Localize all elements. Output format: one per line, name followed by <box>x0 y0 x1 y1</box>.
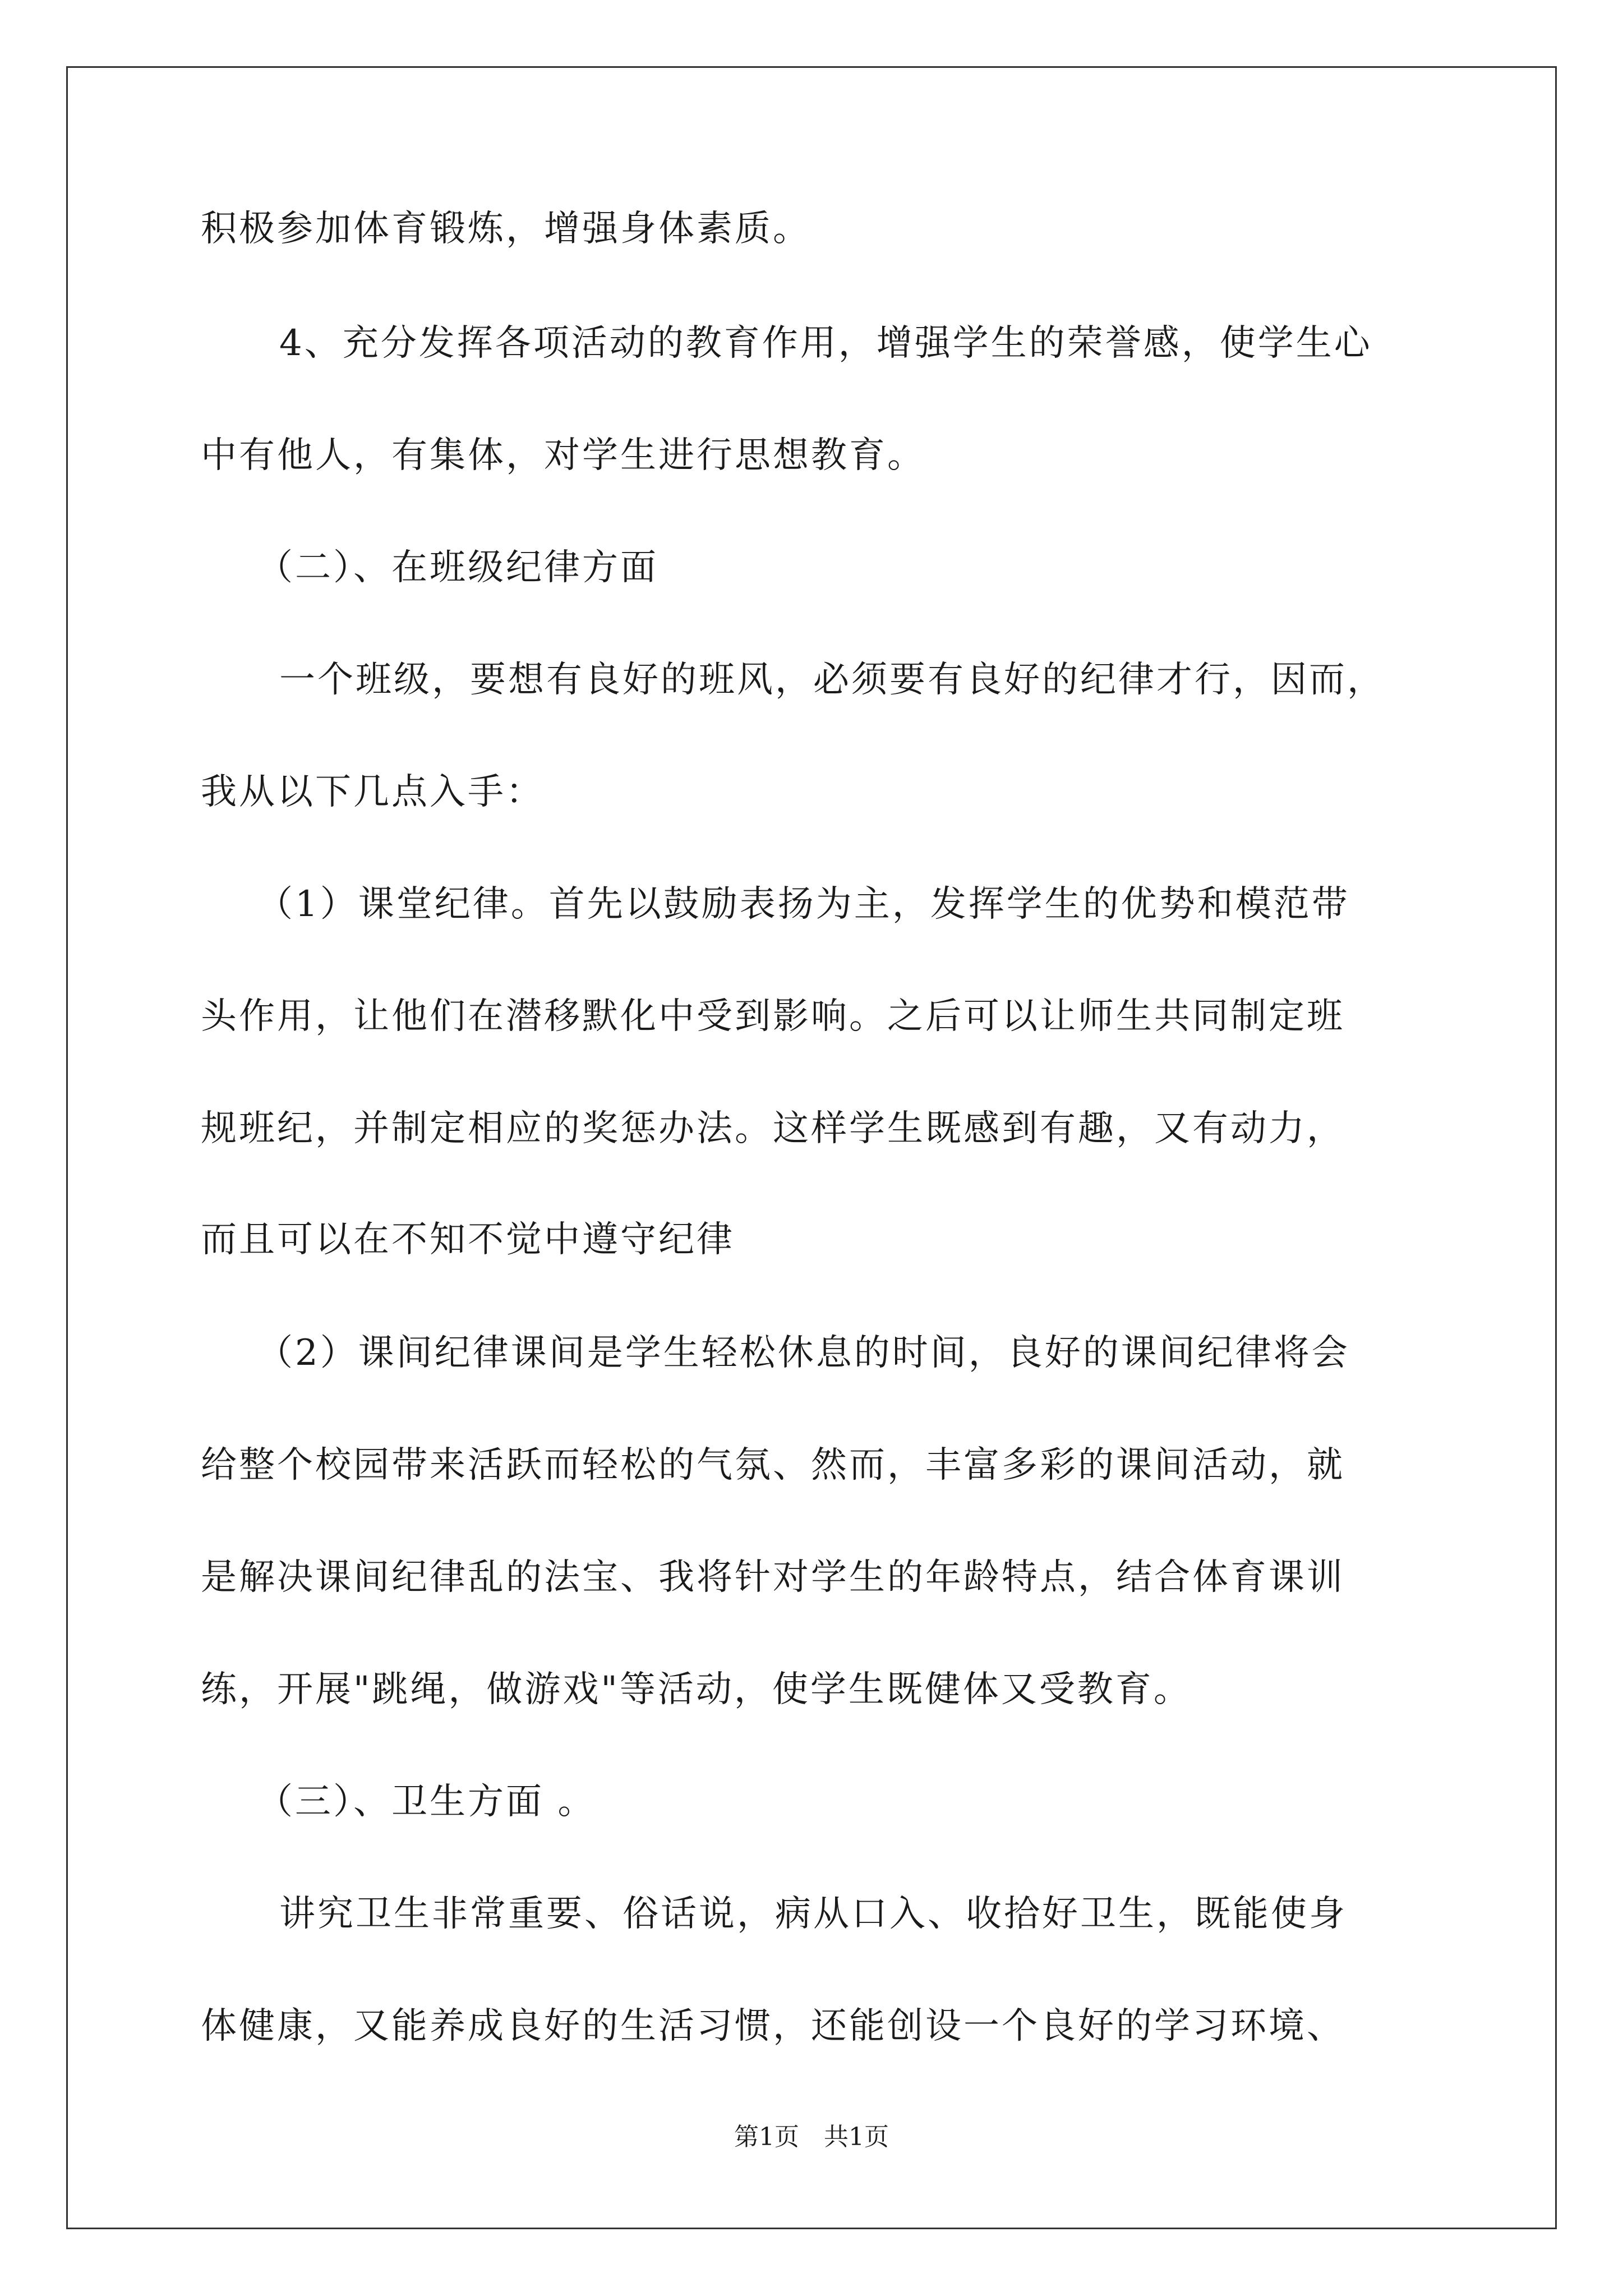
text-line: 中有他人，有集体，对学生进行思想教育。 <box>201 435 925 476</box>
text-line: 是解决课间纪律乱的法宝、我将针对学生的年龄特点，结合体育课训 <box>201 1557 1345 1598</box>
text-line: 4、充分发挥各项活动的教育作用，增强学生的荣誉感，使学生心 <box>279 323 1372 364</box>
text-line: （2）课间纪律课间是学生轻松休息的时间，良好的课间纪律将会 <box>257 1332 1350 1374</box>
text-line: 规班纪，并制定相应的奖惩办法。这样学生既感到有趣，又有动力， <box>201 1108 1345 1149</box>
text-line: 我从以下几点入手： <box>201 771 544 813</box>
text-line: 一个班级，要想有良好的班风，必须要有良好的纪律才行，因而， <box>279 659 1385 701</box>
text-line: 体健康，又能养成良好的生活习惯，还能创设一个良好的学习环境、 <box>201 2005 1345 2047</box>
page-footer: 第1页 共1页 <box>734 2123 889 2151</box>
text-line: （1）课堂纪律。首先以鼓励表扬为主，发挥学生的优势和模范带 <box>257 884 1350 925</box>
text-line: 积极参加体育锻炼，增强身体素质。 <box>201 208 811 250</box>
text-line: 给整个校园带来活跃而轻松的气氛、然而，丰富多彩的课间活动，就 <box>201 1444 1345 1486</box>
text-line: 练，开展"跳绳，做游戏"等活动，使学生既健体又受教育。 <box>201 1669 1192 1710</box>
section-heading: （二）、在班级纪律方面 <box>257 547 658 588</box>
section-heading: （三）、卫生方面 。 <box>257 1781 596 1823</box>
text-line: 讲究卫生非常重要、俗话说，病从口入、收拾好卫生，既能使身 <box>279 1893 1347 1935</box>
text-line: 头作用，让他们在潜移默化中受到影响。之后可以让师生共同制定班 <box>201 996 1345 1037</box>
text-line: 而且可以在不知不觉中遵守纪律 <box>201 1219 735 1260</box>
